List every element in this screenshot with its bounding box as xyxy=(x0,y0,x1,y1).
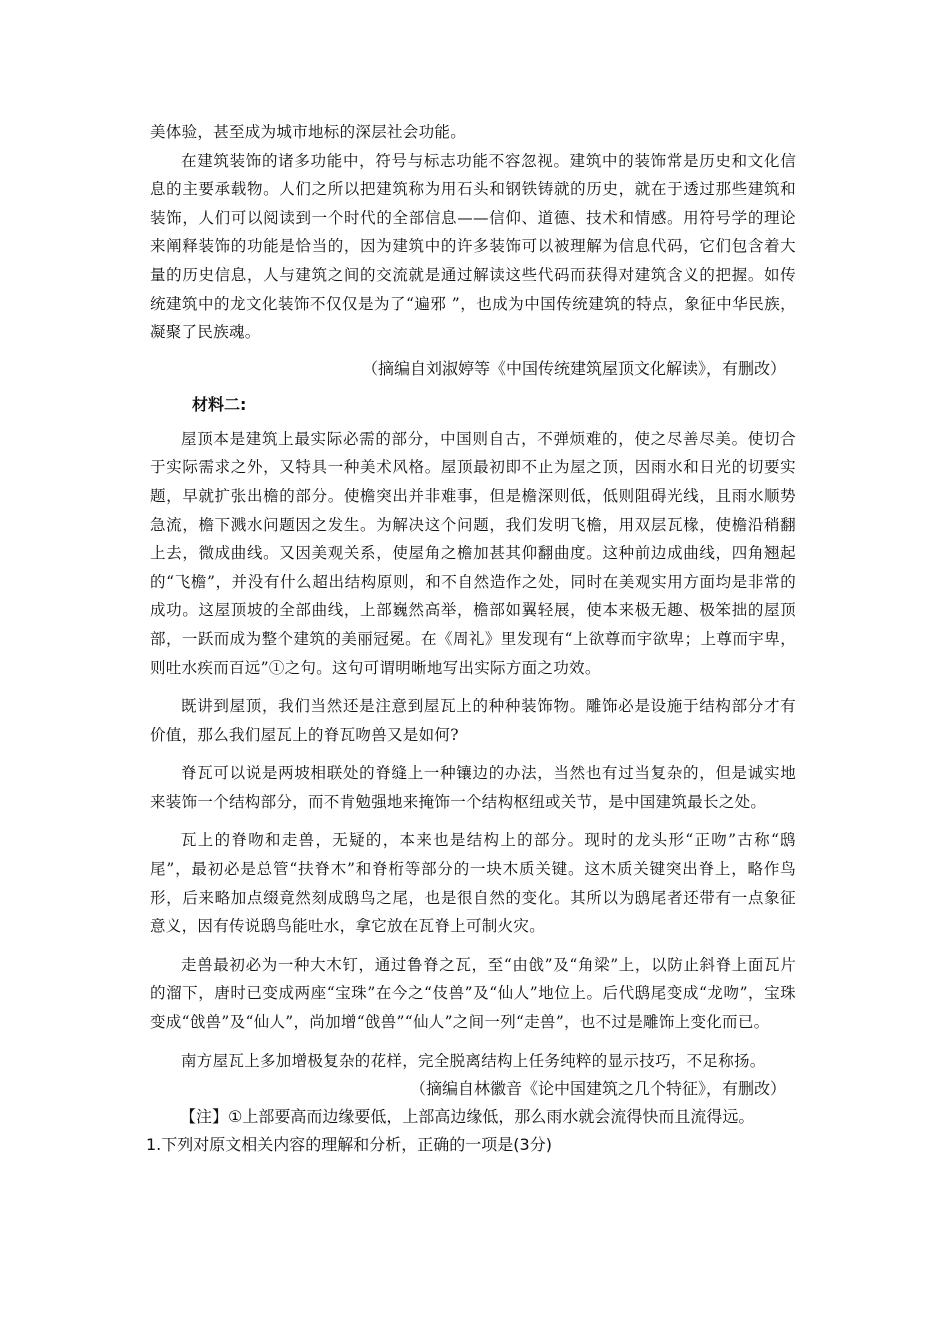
paragraph-roof: 屋顶本是建筑上最实际必需的部分，中国则自古，不弹烦难的，使之尽善尽美。使切合于实际需求之外，又特具一种美术风格。屋顶最初即不止为屋之顶，因雨水和日光的切要实题，早就扩张出檐的部分。使檐突出并非难事，但是檐深则低，低则阻碍光线，且雨水顺势急流，檐下溅水问题因之发生。为解决这个问题，我们发明飞檐，用双层瓦椽，使檐沿稍翻上去，微成曲线。又因美观关系，使屋角之檐加甚其仰翻曲度。这种前边成曲线，四角翘起的“飞檐”，并没有什么超出结构原则，和不自然造作之处，同时在美观实用方面均是非常的成功。这屋顶坡的全部曲线，上部巍然高举，檐部如翼轻展，使本来极无趣、极笨拙的屋顶部，一跃而成为整个建筑的美丽冠冕。在《周礼》里发现有“上欲尊而宇欲卑；上尊而宇卑，则吐水疾而百远”①之句。这句可谓明晰地写出实际方面之功效。 xyxy=(150,429,796,677)
citation-material-one: （摘编自刘淑婷等《中国传统建筑屋顶文化解读》，有删改） xyxy=(361,358,786,378)
paragraph-southern-roofs: 南方屋瓦上多加增极复杂的花样，完全脱离结构上任务纯粹的显示技巧，不足称扬。 xyxy=(181,1051,766,1070)
footnote: 【注】①上部要高而边缘要低，上部高边缘低，那么雨水就会流得快而且流得远。 xyxy=(180,1107,755,1127)
paragraph-walking-beasts: 走兽最初必为一种大木钉，通过鲁脊之瓦，至“由戗”及“角梁”上，以防止斜脊上面瓦片的溜下，唐时已变成两座“宝珠”在今之“伎兽”及“仙人”地位上。后代鸱尾变成“龙吻”，宝珠变成“戗兽”及“仙人”，尚加增“戗兽”“仙人”之间一列“走兽”，也不过是雕饰上变化而已。 xyxy=(150,955,796,1032)
document-page xyxy=(146,118,796,1159)
paragraph-ridge-tiles: 脊瓦可以说是两坡相联处的脊缝上一种镶边的办法，当然也有过当复杂的，但是诚实地来装饰一个结构部分，而不肯勉强地来掩饰一个结构枢纽或关节，是中国建筑最长之处。 xyxy=(150,764,796,811)
paragraph-continuation: 美体验，甚至成为城市地标的深层社会功能。 xyxy=(150,123,467,141)
paragraph-ridge-beasts: 瓦上的脊吻和走兽，无疑的，本来也是结构上的部分。现时的龙头形“正吻”古称“鸱尾”，最初必是总管“扶脊木”和脊桁等部分的一块木质关键。这木质关键突出脊上，略作鸟形，后来略加点缀竟然刻成鸱鸟之尾，也是很自然的变化。其所以为鸱尾者还带有一点象征意义，因有传说鸱鸟能吐水，拿它放在瓦脊上可制火灾。 xyxy=(150,831,796,936)
section-heading-material-two: 材料二: xyxy=(192,394,247,414)
question-1: 1.下列对原文相关内容的理解和分析，正确的一项是(3分) xyxy=(146,1135,552,1155)
paragraph-decoration-symbolism: 在建筑装饰的诸多功能中，符号与标志功能不容忽视。建筑中的装饰常是历史和文化信息的主要承载物。人们之所以把建筑称为用石头和钢铁铸就的历史，就在于透过那些建筑和装饰，人们可以阅读到一个时代的全部信息——信仰、道德、技术和情感。用符号学的理论来阐释装饰的功能是恰当的，因为建筑中的许多装饰可以被理解为信息代码，它们包含着大量的历史信息，人与建筑之间的交流就是通过解读这些代码而获得对建筑含义的把握。如传统建筑中的龙文化装饰不仅仅是为了“遍邪 ”，也成为中国传统建筑的特点，象征中华民族， 凝聚了民族魂。 xyxy=(150,151,796,342)
citation-material-two: （摘编自林徽音《论中国建筑之几个特征》，有删改） xyxy=(409,1079,786,1099)
paragraph-roof-decorations: 既讲到屋顶，我们当然还是注意到屋瓦上的种种装饰物。雕饰必是设施于结构部分才有价值，那么我们屋瓦上的脊瓦吻兽又是如何? xyxy=(150,697,796,744)
